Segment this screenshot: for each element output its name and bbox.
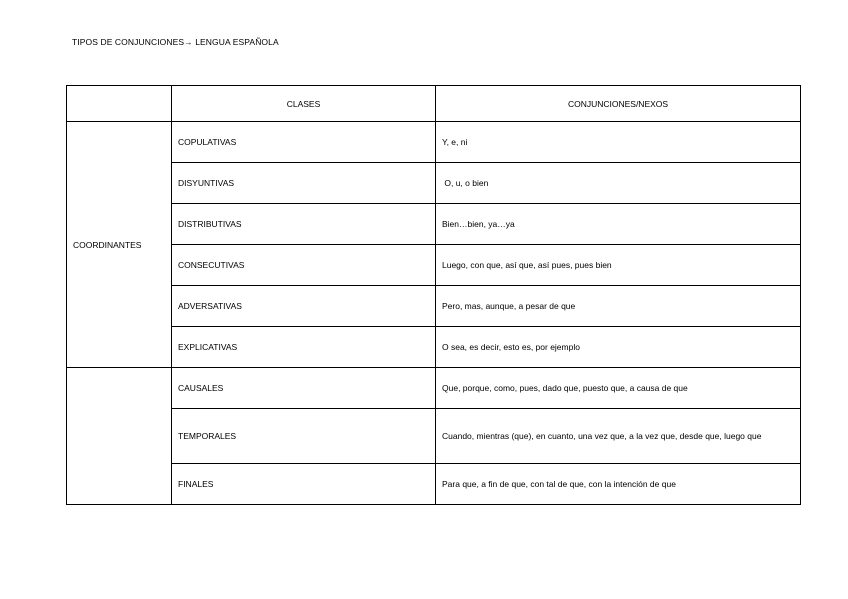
table-row (67, 163, 801, 204)
group-label-empty (67, 368, 172, 505)
header-cell-empty (67, 86, 172, 122)
clase-cell: FINALES (172, 464, 436, 505)
clase-cell: TEMPORALES (172, 409, 436, 464)
nexos-cell: Que, porque, como, pues, dado que, puesto que, a causa de que (436, 368, 801, 409)
table-row (67, 464, 801, 505)
clase-cell: CONSECUTIVAS (172, 245, 436, 286)
header-cell-nexos: CONJUNCIONES/NEXOS (436, 86, 801, 122)
table-row (67, 245, 801, 286)
clase-cell: DISTRIBUTIVAS (172, 204, 436, 245)
group-label-coordinantes: COORDINANTES (67, 122, 172, 368)
table-row (67, 368, 801, 409)
clase-cell: CAUSALES (172, 368, 436, 409)
clase-cell: COPULATIVAS (172, 122, 436, 163)
nexos-cell: Para que, a fin de que, con tal de que, con la intención de que (436, 464, 801, 505)
document-title: TIPOS DE CONJUNCIONES→ LENGUA ESPAÑOLA (72, 37, 279, 47)
nexos-cell: Bien…bien, ya…ya (436, 204, 801, 245)
table-row (67, 409, 801, 464)
nexos-cell: Cuando, mientras (que), en cuanto, una vez que, a la vez que, desde que, luego que (436, 409, 801, 464)
nexos-cell: O sea, es decir, esto es, por ejemplo (436, 327, 801, 368)
table-row (67, 122, 801, 163)
conjunctions-table (66, 85, 801, 505)
header-cell-clases: CLASES (172, 86, 436, 122)
table-row (67, 286, 801, 327)
table-header-row (67, 86, 801, 122)
table-row (67, 327, 801, 368)
table-row (67, 204, 801, 245)
nexos-cell: Y, e, ni (436, 122, 801, 163)
clase-cell: DISYUNTIVAS (172, 163, 436, 204)
clase-cell: ADVERSATIVAS (172, 286, 436, 327)
nexos-cell: O, u, o bien (436, 163, 801, 204)
nexos-cell: Pero, mas, aunque, a pesar de que (436, 286, 801, 327)
nexos-cell: Luego, con que, así que, así pues, pues bien (436, 245, 801, 286)
clase-cell: EXPLICATIVAS (172, 327, 436, 368)
